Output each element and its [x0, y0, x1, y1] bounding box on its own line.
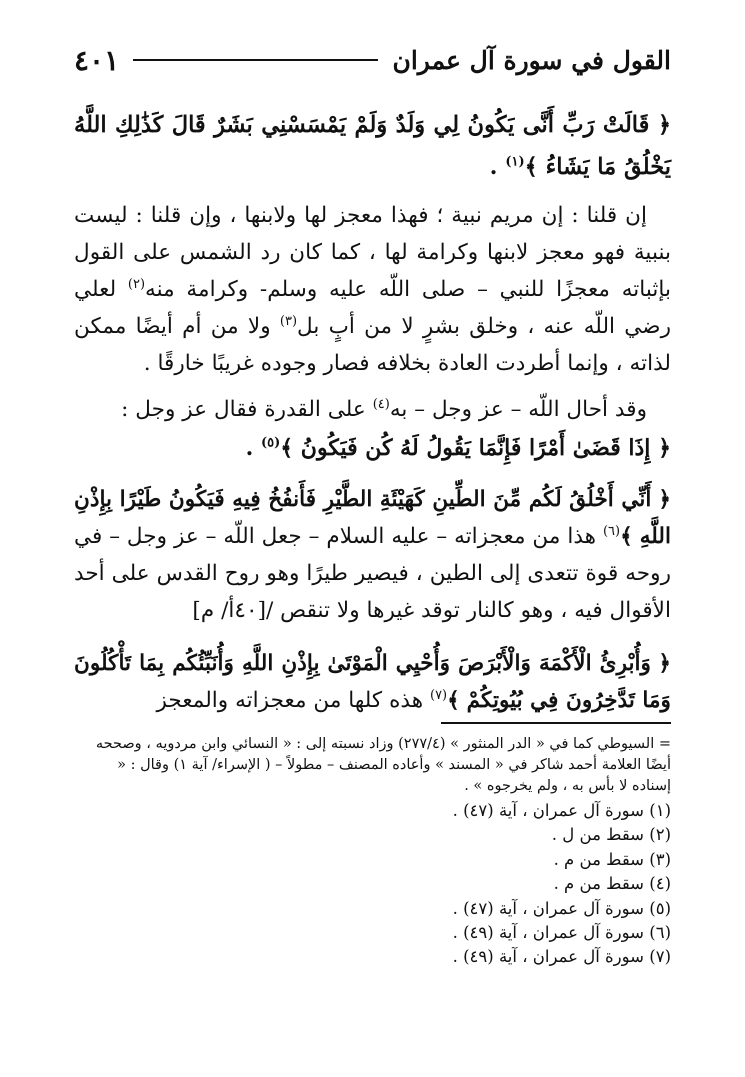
paragraph-text: هذا من معجزاته – عليه السلام – جعل اللّه – عز وجل – في روحه قوة تتعدى إلى الطين ، فيصير طيرًا وهو روح القدس على أحد الأقوال فيه ، وهو كالنار توقد غيرها ولا تنقص /[٤٠أ/ م] [74, 524, 671, 623]
quran-verse-1 [74, 104, 671, 188]
main-text [74, 104, 671, 719]
header-rule [133, 59, 378, 61]
footnotes [74, 734, 671, 970]
page-number: ٤٠١ [74, 43, 120, 77]
footnote-item: (١) سورة آل عمران ، آية (٤٧) . [452, 801, 671, 820]
paragraph-text: وقد أحال اللّه – عز وجل – به [389, 397, 647, 422]
paragraph-text: لعلي رضي اللّه عنه ، وخلق بشرٍ لا من أبٍ بل [74, 277, 671, 339]
verse-open-brace: ﴿ [658, 651, 671, 676]
paragraph-text: إن قلنا : إن مريم نبية ؛ فهذا معجز لها ولابنها ، وإن قلنا : ليست بنبية فهو معجز لابنها وكرامة لها ، كما كان رد الشمس على القول بإثباته معجزًا للنبي – صلى اللّه عليه وسلم- وكرامة منه [74, 203, 671, 302]
footnote-item: (٢) سقط من ل . [551, 825, 671, 845]
verse-open-brace: ﴿ [658, 487, 672, 512]
verse-text: وَأُبْرِئُ الْأَكْمَهَ وَالْأَبْرَصَ وَأُحْيِي الْمَوْتَىٰ بِإِذْنِ اللَّهِ وَأُنَبِّئُكُم بِمَا تَأْكُلُونَ وَمَا تَدَّخِرُونَ فِي بُيُوتِكُمْ [74, 651, 671, 713]
footnote-item: (٥) سورة آل عمران ، آية (٤٧) . [452, 898, 671, 918]
verse-tail: . [489, 154, 506, 180]
footnote-separator [441, 722, 671, 724]
footnote-item: (٤) سقط من م . [553, 874, 671, 894]
quran-verse-4-with-commentary [74, 645, 671, 719]
footnote-item: (٣) سقط من م . [553, 849, 671, 869]
paragraph-text: على القدرة فقال عز وجل : [121, 397, 373, 422]
verse-text: أَنِّي أَخْلُقُ لَكُم مِّنَ الطِّينِ كَهَيْئَةِ الطَّيْرِ فَأَنفُخُ فِيهِ فَيَكُونُ طَيْرًا بِإِذْنِ اللَّهِ [74, 487, 671, 549]
commentary-paragraph-1 [74, 197, 671, 382]
verse-close-brace: ﴾ [524, 154, 538, 180]
paragraph-text: ولا من أم أيضًا ممكن لذاته ، وإنما أطردت العادة بخلافه فصار وجوده غريبًا خارقًا . [74, 314, 671, 376]
footnote-ref: (٤) [372, 396, 390, 412]
page-header [74, 38, 671, 82]
quran-verse-3-with-commentary [74, 481, 671, 629]
footnote-ref: (٥) [260, 435, 281, 451]
footnote-list [74, 799, 671, 970]
footnote-ref: (٣) [279, 313, 298, 329]
footnote-ref: (٢) [127, 276, 146, 292]
footnote-ref: (٧) [429, 687, 448, 703]
verse-text: إِذَا قَضَىٰ أَمْرًا فَإِنَّمَا يَقُولُ لَهُ كُن فَيَكُونُ [300, 435, 651, 461]
quran-verse-2 [74, 428, 671, 468]
commentary-paragraph-2 [74, 391, 671, 428]
footnote-item: (٦) سورة آل عمران ، آية (٤٩) . [452, 923, 671, 943]
footnote-ref: (٦) [602, 523, 621, 539]
verse-close-brace: ﴾ [620, 524, 633, 549]
verse-text: قَالَتْ رَبِّ أَنَّى يَكُونُ لِي وَلَدٌ وَلَمْ يَمْسَسْنِي بَشَرٌ قَالَ كَذَٰلِكِ اللَّهُ يَخْلُقُ مَا يَشَاءُ [74, 112, 671, 180]
footnote-item: (٧) سورة آل عمران ، آية (٤٩) . [452, 947, 671, 967]
paragraph-text: هذه كلها من معجزاته والمعجز [156, 688, 430, 713]
footnote-ref: (١) [505, 154, 525, 170]
verse-open-brace: ﴿ [657, 112, 671, 138]
footnote-continuation: = السيوطي كما في « الدر المنثور » (٢٧٧/٤) وزاد نسبته إلى : « النسائي وابن مردويه ، وصححه أيضًا العلامة أحمد شاكر في « المسند » وأعاده المصنف – مطولاً – ( الإسراء/ آية ١) وقال : « إسناده لا بأس به ، ولم يخرجوه » . [95, 736, 671, 794]
running-title: القول في سورة آل عمران [392, 45, 671, 75]
verse-tail: . [245, 435, 261, 461]
verse-close-brace: ﴾ [447, 688, 460, 713]
verse-close-brace: ﴾ [280, 435, 294, 461]
verse-open-brace: ﴿ [658, 435, 671, 461]
